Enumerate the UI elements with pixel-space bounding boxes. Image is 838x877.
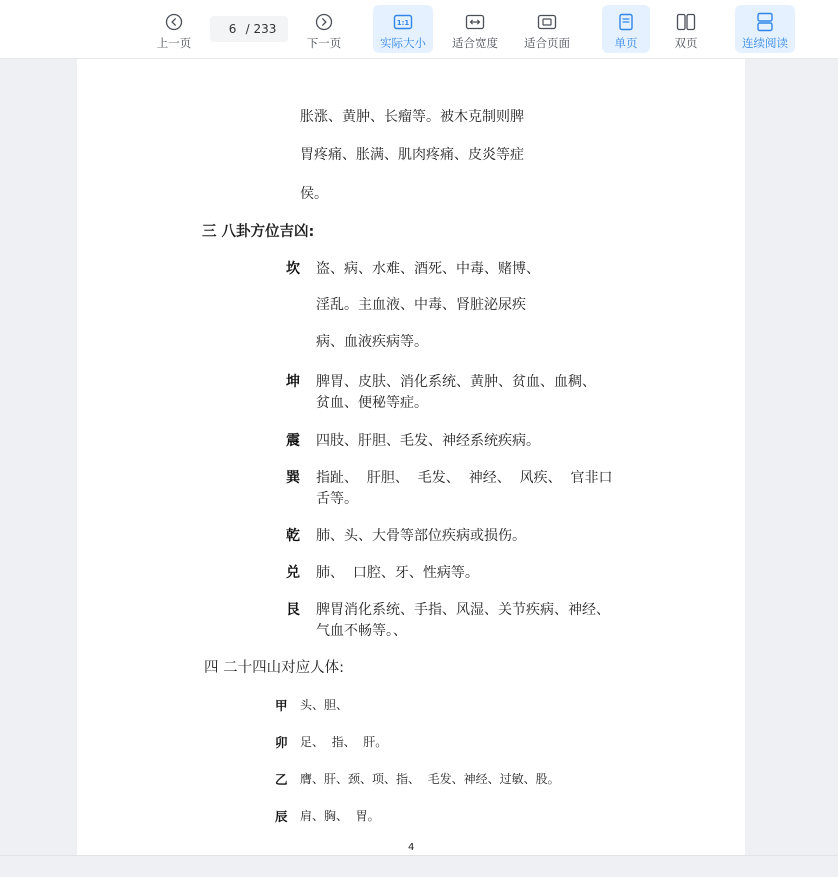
gua-label: 坎 [286,261,300,277]
mountain-description: 足、 指、 肝。 [300,735,388,749]
double-page-button[interactable] [662,5,710,53]
prev-page-label: 上一页 [156,36,192,50]
single-page-button[interactable] [602,5,650,53]
gua-description: 淫乱。主血液、中毒、肾脏泌尿疾 [316,297,526,313]
page-indicator [210,16,288,42]
total-pages: / 233 [245,22,277,36]
gua-description: 盗、病、水难、酒死、中毒、赌博、 [316,261,540,277]
gua-description: 贫血、便秘等症。 [316,395,428,411]
section-heading: 三 八卦方位吉凶: [202,224,315,240]
text-line: 胃疼痛、胀满、肌肉疼痛、皮炎等症 [300,147,524,163]
gua-description: 四肢、肝胆、毛发、神经系统疾病。 [316,433,540,449]
fit-width-button[interactable] [445,5,505,53]
gua-label: 震 [286,433,300,449]
gua-label: 兑 [286,565,300,581]
text-line: 胀涨、黄肿、长瘤等。被木克制则脾 [300,109,524,125]
continuous-scroll-icon [756,12,774,32]
bottom-bar [0,855,838,877]
mountain-label: 乙 [275,772,288,787]
double-page-icon [676,12,696,32]
document-page [77,59,745,855]
fit-page-button[interactable] [517,5,577,53]
prev-page-button[interactable] [150,5,198,53]
text-line: 侯。 [300,186,328,202]
gua-label: 巽 [286,470,300,486]
one-to-one-icon [393,12,413,32]
gua-label: 艮 [286,602,300,618]
next-page-label: 下一页 [306,36,342,50]
gua-description: 病、血液疾病等。 [316,334,428,350]
document-viewer[interactable] [0,59,838,876]
continuous-reading-button[interactable] [735,5,795,53]
gua-description: 脾胃、皮肤、消化系统、黄肿、贫血、血稠、 [316,374,596,390]
single-page-label: 单页 [614,36,638,50]
gua-label: 乾 [286,528,300,544]
mountain-description: 膺、肝、颈、项、指、 毛发、神经、过敏、股。 [300,772,560,786]
single-page-icon [618,12,634,32]
fit-width-label: 适合宽度 [452,36,498,50]
mountain-description: 头、胆、 [300,698,349,712]
chevron-left-circle-icon [165,12,183,32]
mountain-label: 甲 [275,698,288,713]
gua-description: 肺、 口腔、牙、性病等。 [316,565,479,581]
svg-text:1:1: 1:1 [396,19,410,27]
next-page-button[interactable] [300,5,348,53]
continuous-reading-label: 连续阅读 [742,36,788,50]
fit-page-icon [537,12,557,32]
fit-page-label: 适合页面 [524,36,570,50]
toolbar [0,0,838,59]
mountain-label: 辰 [275,809,288,824]
gua-description: 气血不畅等。、 [316,623,407,639]
fit-width-icon [465,12,485,32]
current-page-input[interactable] [222,22,244,36]
actual-size-button[interactable] [373,5,433,53]
actual-size-label: 实际大小 [380,36,426,50]
mountain-description: 肩、胸、 胃。 [300,809,380,823]
gua-description: 肺、头、大骨等部位疾病或损伤。 [316,528,526,544]
gua-description: 脾胃消化系统、手指、风湿、关节疾病、神经、 [316,602,610,618]
page-number: 4 [408,842,415,853]
gua-label: 坤 [286,374,300,390]
gua-description: 舌等。 [316,491,358,507]
section-heading: 四 二十四山对应人体: [204,660,344,676]
mountain-label: 卯 [275,735,288,750]
chevron-right-circle-icon [315,12,333,32]
gua-description: 指趾、 肝胆、 毛发、 神经、 风疾、 官非口 [316,470,613,486]
double-page-label: 双页 [674,36,698,50]
